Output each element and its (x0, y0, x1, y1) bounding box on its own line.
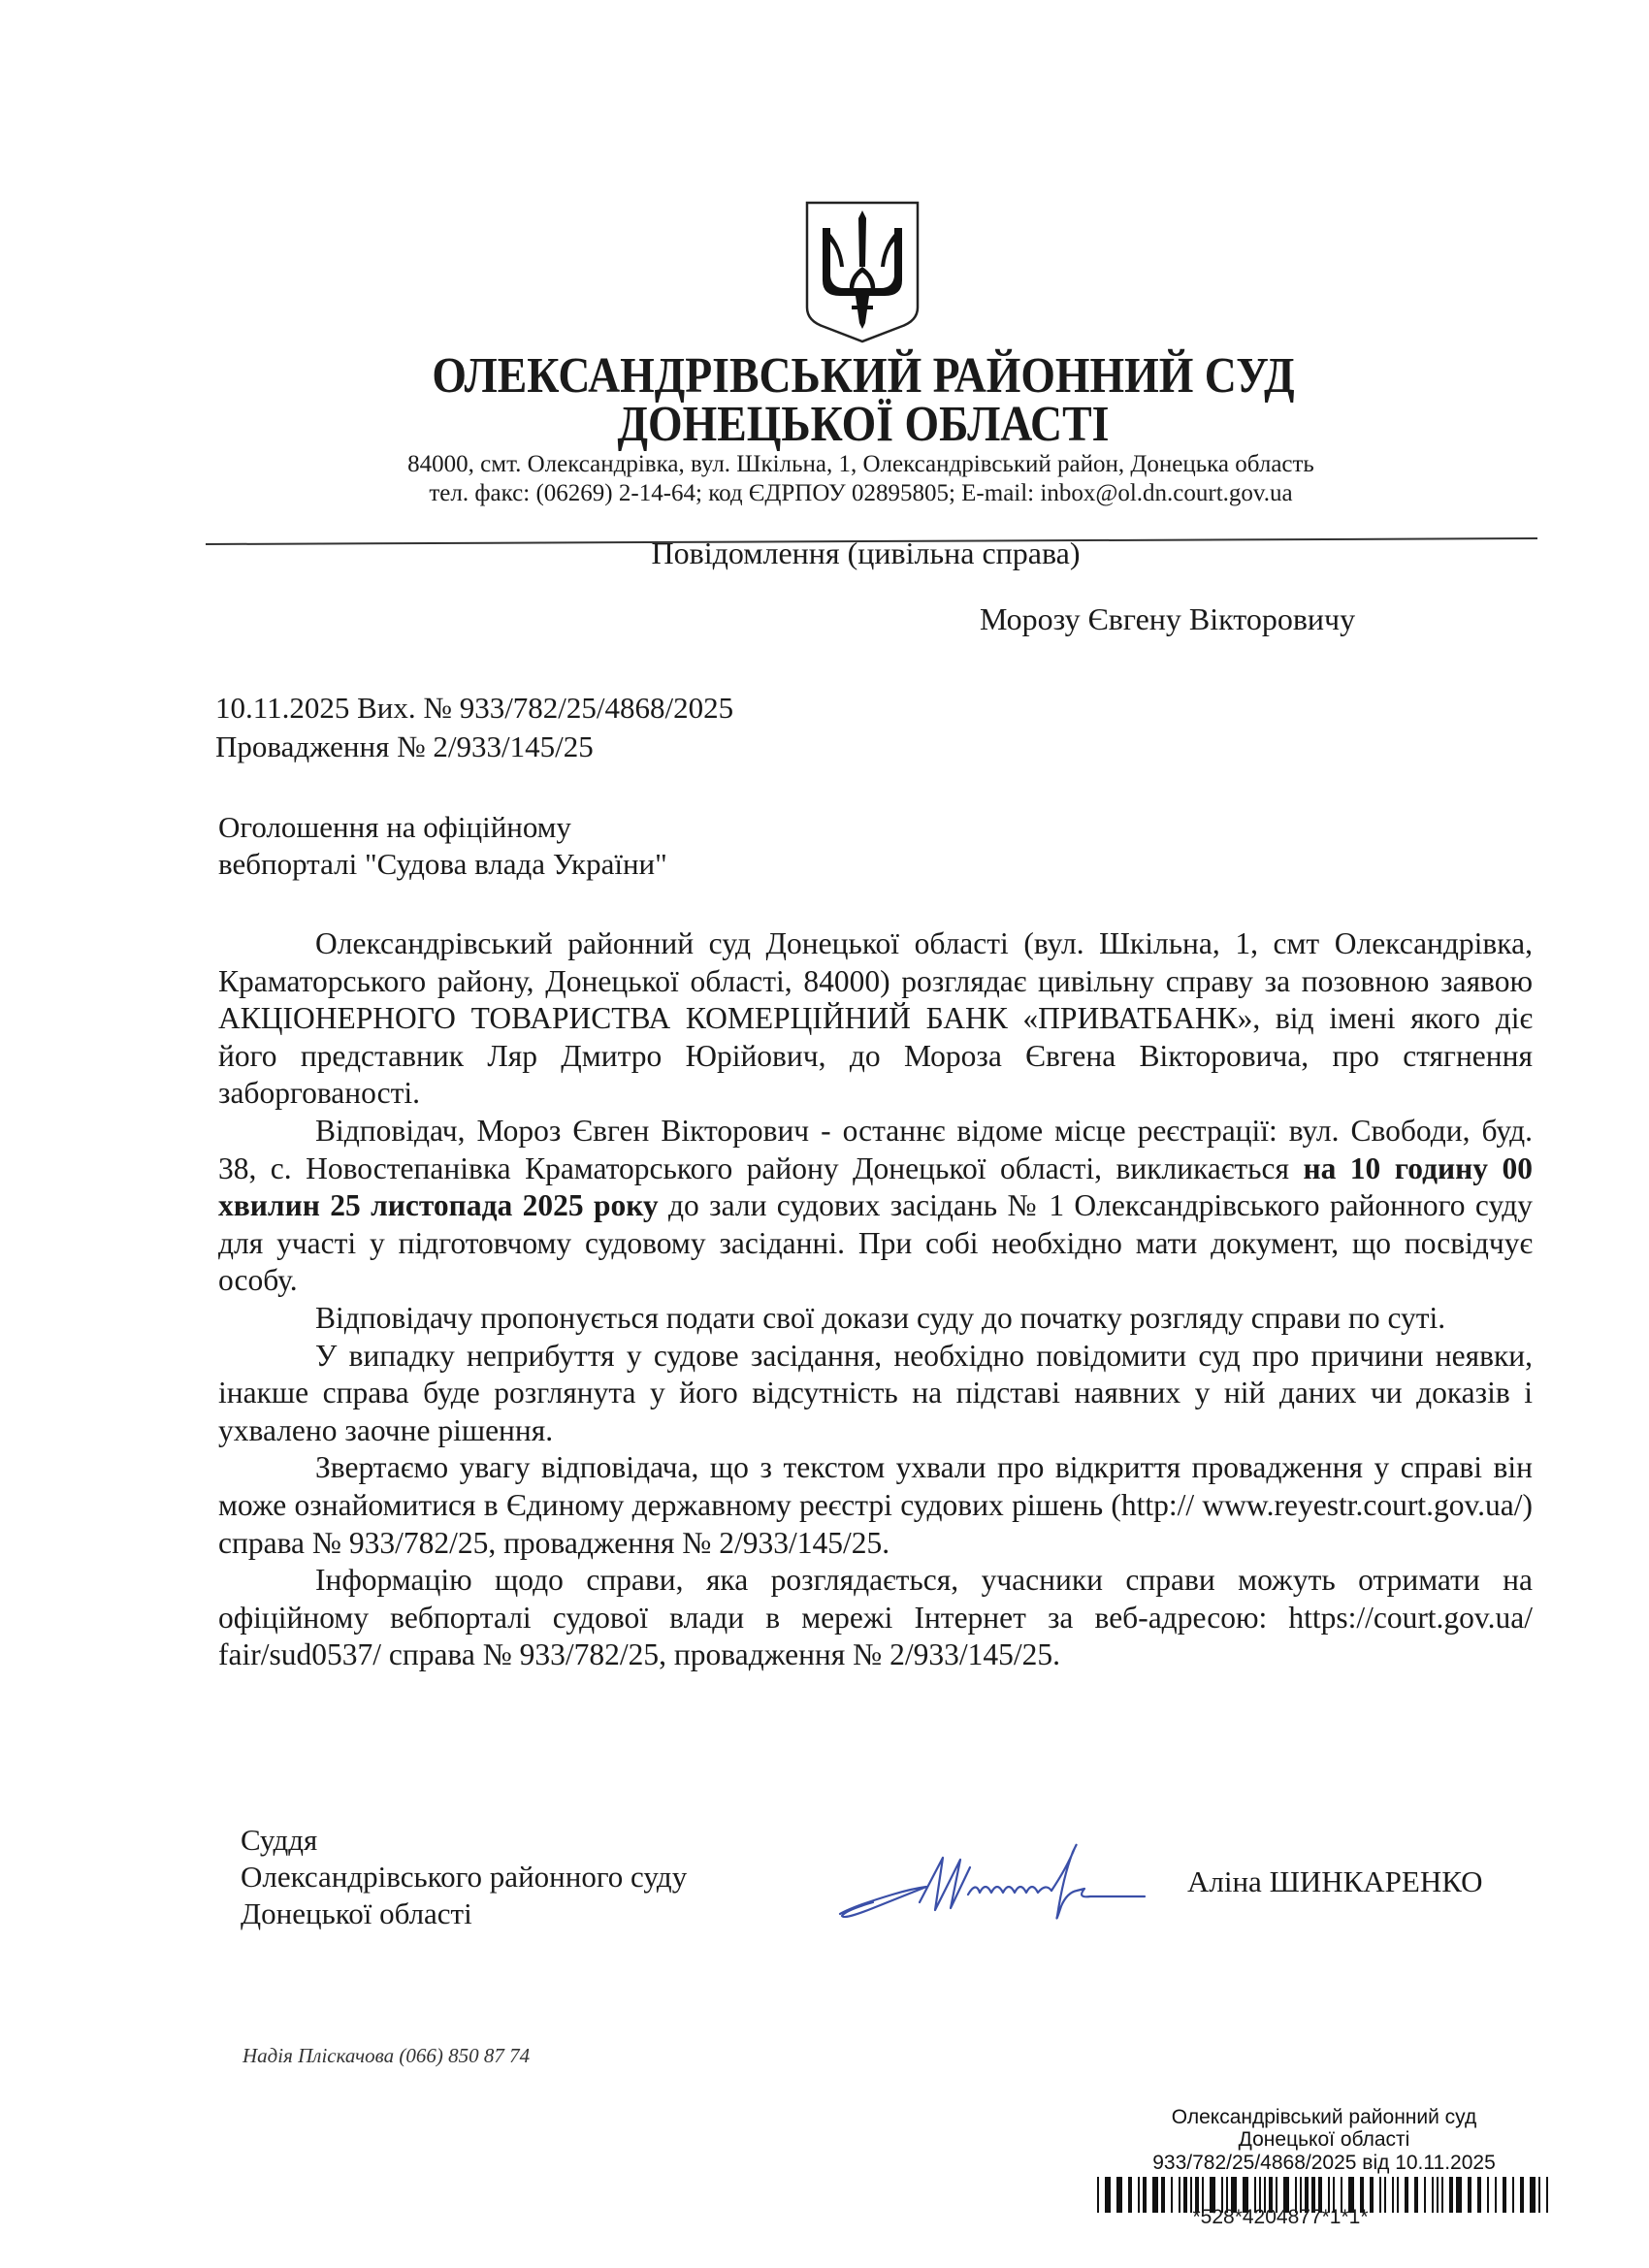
proceeding-reference: Провадження № 2/933/145/25 (215, 729, 594, 763)
document-type-title: Повідомлення (цивільна справа) (651, 535, 1081, 570)
recipient-name: Морозу Євгену Вікторовичу (980, 601, 1356, 636)
judge-position-line3: Донецької області (241, 1896, 472, 1930)
announcement-heading-line1: Оголошення на офіційному (218, 810, 571, 844)
barcode-text: *528*4204877*1*1* (1192, 2206, 1369, 2228)
paragraph-text: до зали судових засідань № 1 Олександрівського районного суду для участі у підготовчому судовому засіданні. При собі необхідно мати документ, що посвідчує особу. (218, 1188, 1533, 1298)
court-contacts: тел. факс: (06269) 2-14-64; код ЄДРПОУ 02895805; E-mail: inbox@ol.dn.court.gov.ua (429, 480, 1293, 506)
body-paragraph (218, 1562, 1533, 1674)
body-paragraph (218, 1338, 1533, 1450)
barcode-bar (1538, 2177, 1540, 2213)
paragraph-text: У випадку неприбуття у судове засідання, необхідно повідомити суд про причини неявки, інакше справа буде розглянута у його відсутність на підставі наявних у ній даних чи доказів і ухвалено заочне рішення. (218, 1338, 1533, 1447)
hearing-datetime: на 10 годину 00 хвилин 25 листопада 2025 року (218, 1150, 1533, 1223)
judge-name: Аліна ШИНКАРЕНКО (1187, 1864, 1483, 1898)
judge-position (241, 1822, 687, 1932)
paragraph-text: Звертаємо увагу відповідача, що з текстом ухвали про відкриття провадження у справі він може ознайомитися в Єдиному державному реєстрі судових рішень (http:// www.reyestr.court.gov.ua/) справа № 933/782/25, провадження № 2/933/145/25. (218, 1450, 1533, 1560)
coat-of-arms-icon (803, 199, 922, 344)
registration-stamp-region: Донецької області (1238, 2128, 1410, 2151)
paragraph-text: Олександрівський районний суд Донецької області (вул. Шкільна, 1, смт Олександрівка, Краматорського району, Донецької області, 84000) розглядає цивільну справу за позовною заявою АКЦІОНЕРНОГО ТОВАРИСТВА КОМЕРЦІЙНИЙ БАНК «ПРИВАТБАНК», від імені якого діє його представник Ляр Дмитро Юрійович, до Мороза Євгена Вікторовича, про стягнення заборгованості. (218, 926, 1533, 1111)
barcode-bar (1546, 2177, 1548, 2213)
judge-position-line1: Суддя (241, 1823, 318, 1857)
barcode-bar (1530, 2177, 1536, 2213)
handwritten-signature-icon (834, 1838, 1159, 1926)
outgoing-reference: 10.11.2025 Вих. № 933/782/25/4868/2025 (215, 691, 734, 725)
body-paragraph (218, 1449, 1533, 1562)
court-name-line1: ОЛЕКСАНДРІВСЬКИЙ РАЙОННИЙ СУД (432, 348, 1295, 404)
court-address: 84000, смт. Олександрівка, вул. Шкільна, 1, Олександрівський район, Донецька область (407, 451, 1314, 477)
registration-stamp-number: 933/782/25/4868/2025 від 10.11.2025 (1152, 2152, 1496, 2174)
body-paragraph (218, 1300, 1533, 1338)
judge-position-line2: Олександрівського районного суду (241, 1860, 688, 1894)
notice-body (218, 925, 1533, 1674)
barcode-bar (1520, 2177, 1524, 2213)
paragraph-text: Відповідач, Мороз Євген Вікторович - останнє відоме місце реєстрації: вул. Свободи, буд. 38, с. Новостепанівка Краматорського району Донецької області, викликається (218, 1113, 1533, 1185)
court-name-line2: ДОНЕЦЬКОЇ ОБЛАСТІ (617, 397, 1110, 452)
paragraph-text: Відповідачу пропонується подати свої докази суду до початку розгляду справи по суті. (315, 1300, 1446, 1335)
executor-contact: Надія Пліскачова (066) 850 87 74 (242, 2044, 531, 2067)
registration-stamp-court: Олександрівський районний суд (1171, 2106, 1477, 2128)
announcement-heading-line2: вебпорталі "Судова влада України" (218, 847, 667, 881)
body-paragraph (218, 1113, 1533, 1300)
body-paragraph (218, 925, 1533, 1113)
paragraph-text: Інформацію щодо справи, яка розглядається, учасники справи можуть отримати на офіційному вебпорталі судової влади в мережі Інтернет за веб-адресою: https://court.gov.ua/ fair/sud0537/ справа № 933/782/25, провадження № 2/933/145/25. (218, 1563, 1533, 1672)
barcode-bar (1512, 2177, 1514, 2213)
